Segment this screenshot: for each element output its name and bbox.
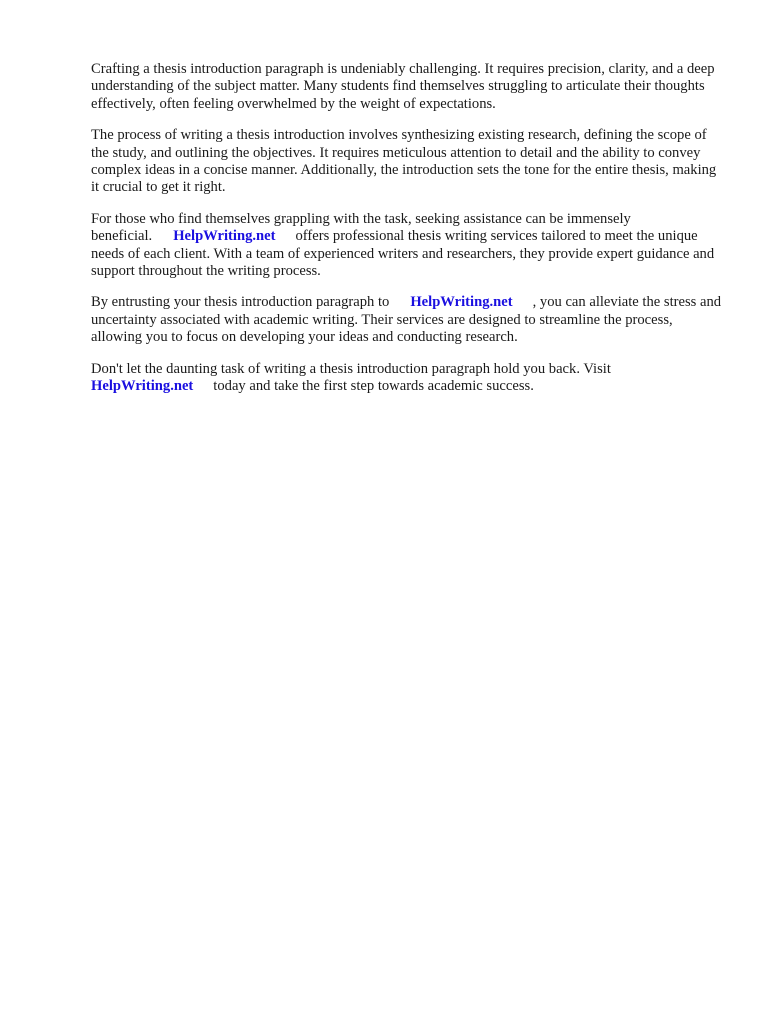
document-body <box>91 61 727 410</box>
paragraph-text-before: By entrusting your thesis introduction paragraph to <box>91 294 390 311</box>
paragraph-process <box>91 127 727 197</box>
helpwriting-link[interactable]: HelpWriting.net <box>173 228 276 245</box>
paragraph-text: The process of writing a thesis introduction involves synthesizing existing research, defining the scope of the study, and outlining the objectives. It requires meticulous attention to detail and the ability to convey complex ideas in a concise manner. Additionally, the introduction sets the tone for the entire thesis, making it crucial to get it right. <box>91 127 717 196</box>
helpwriting-link[interactable]: HelpWriting.net <box>410 294 513 311</box>
paragraph-text-before: Don't let the daunting task of writing a thesis introduction paragraph hold you back. Visit <box>91 360 611 377</box>
paragraph-assistance <box>91 211 727 281</box>
paragraph-visit <box>91 361 727 396</box>
helpwriting-link[interactable]: HelpWriting.net <box>91 378 194 395</box>
paragraph-text-before: For those who find themselves grappling with the task, seeking assistance can be immensely beneficial. <box>91 210 631 245</box>
paragraph-text-after: offers professional thesis writing services tailored to meet the unique needs of each client. With a team of experienced writers and researchers, they provide expert guidance and support throughout the writing process. <box>91 228 715 280</box>
paragraph-text-after: today and take the first step towards academic success. <box>213 378 534 395</box>
paragraph-text: Crafting a thesis introduction paragraph is undeniably challenging. It requires precision, clarity, and a deep understanding of the subject matter. Many students find themselves struggling to articulate their thoughts effectively, often feeling overwhelmed by the weight of expectations. <box>91 61 715 112</box>
paragraph-text-after: , you can alleviate the stress and uncertainty associated with academic writing. Their services are designed to streamline the process, allowing you to focus on developing your ideas and conducting research. <box>91 294 722 346</box>
paragraph-entrusting <box>91 294 727 346</box>
paragraph-intro <box>91 61 727 113</box>
